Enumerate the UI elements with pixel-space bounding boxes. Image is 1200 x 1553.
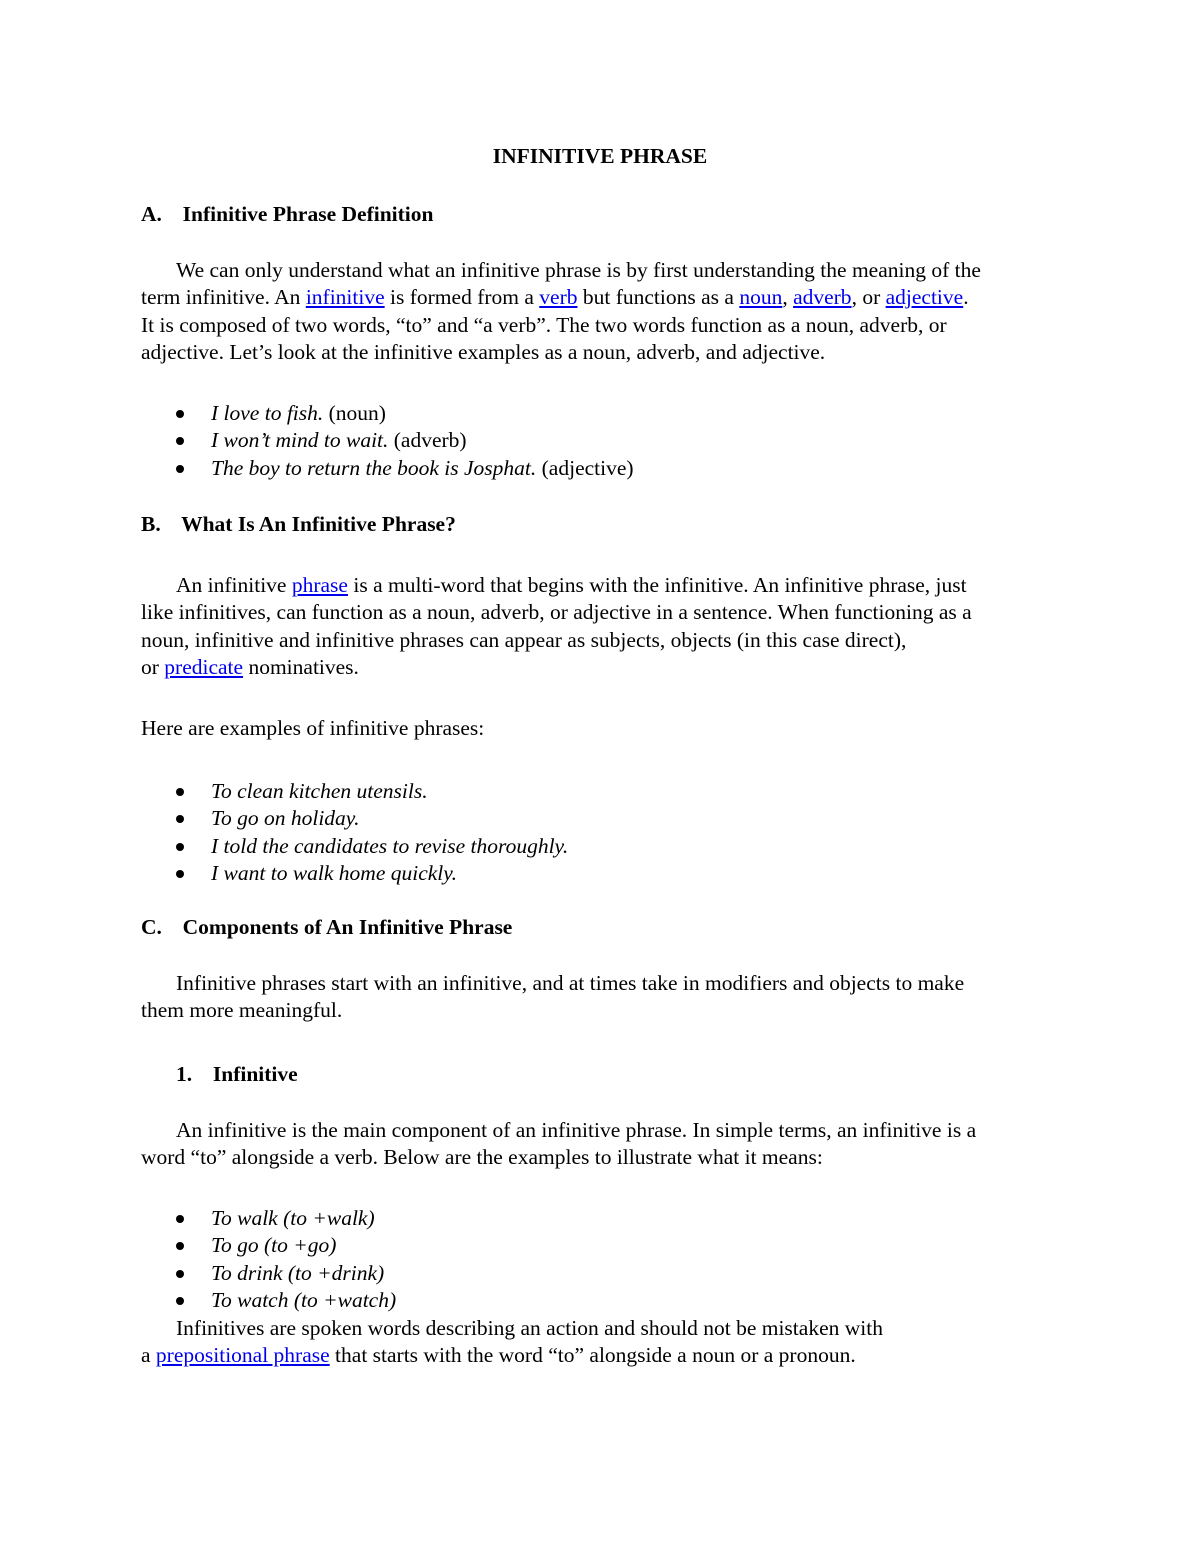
- paragraph-line: [141, 257, 1071, 284]
- paragraph-text: that starts with the word “to” alongside a noun or a pronoun.: [329, 1343, 856, 1368]
- bullet-icon: [176, 437, 184, 445]
- paragraph-text: is formed from a: [384, 285, 540, 310]
- example-sentence: To go (to +go): [211, 1233, 337, 1258]
- paragraph-text: , or: [851, 285, 886, 310]
- paragraph-line: [141, 1315, 1071, 1342]
- example-sentence: I love to fish.: [211, 401, 324, 425]
- prepositional-phrase-link[interactable]: prepositional phrase: [155, 1343, 330, 1368]
- verb-link[interactable]: verb: [539, 285, 578, 310]
- example-type: (noun): [323, 401, 386, 425]
- section-c-paragraph: [141, 970, 1071, 1025]
- example-sentence: I won’t mind to wait.: [211, 428, 389, 453]
- list-item: [141, 400, 1071, 427]
- section-a-heading: [141, 201, 1071, 228]
- section-1-paragraph: [141, 1117, 1071, 1172]
- paragraph-text: Infinitives are spoken words describing an action and should not be mistaken with: [176, 1316, 883, 1340]
- paragraph-line: [141, 970, 1071, 997]
- bullet-icon: [176, 1242, 184, 1250]
- example-sentence: To clean kitchen utensils.: [211, 779, 428, 803]
- list-item: [141, 833, 1071, 860]
- bullet-icon: [176, 410, 184, 418]
- list-item: [141, 427, 1071, 454]
- section-c-letter: C.: [141, 915, 162, 939]
- paragraph-line: noun, infinitive and infinitive phrases can appear as subjects, objects (in this case direct),: [141, 627, 907, 652]
- section-b-paragraph: [141, 572, 1071, 681]
- bullet-icon: [176, 815, 184, 823]
- section-1-title: Infinitive: [212, 1062, 298, 1086]
- paragraph-text: An infinitive is the main component of an infinitive phrase. In simple terms, an infinitive is a: [176, 1118, 977, 1142]
- section-1-number: 1.: [176, 1062, 193, 1086]
- bullet-icon: [176, 1270, 184, 1278]
- bullet-icon: [176, 1215, 184, 1223]
- section-b-heading: [141, 511, 1071, 538]
- bullet-icon: [176, 788, 184, 796]
- section-a-title: Infinitive Phrase Definition: [182, 202, 434, 226]
- paragraph-text: but functions as a: [577, 285, 740, 310]
- section-1-heading: [141, 1061, 1071, 1088]
- paragraph-text: Infinitive phrases start with an infinitive, and at times take in modifiers and objects to make: [176, 971, 965, 995]
- section-c-title: Components of An Infinitive Phrase: [182, 915, 513, 939]
- section-b-examples-intro: Here are examples of infinitive phrases:: [141, 716, 485, 740]
- paragraph-line: word “to” alongside a verb. Below are the examples to illustrate what it means:: [141, 1145, 823, 1170]
- bullet-icon: [176, 843, 184, 851]
- noun-link[interactable]: noun: [739, 285, 783, 310]
- list-item: [141, 860, 1071, 887]
- paragraph-text: term infinitive. An: [141, 285, 306, 310]
- paragraph-text: or: [141, 654, 165, 679]
- phrase-link[interactable]: phrase: [291, 573, 348, 597]
- list-item: [141, 1260, 1071, 1287]
- example-sentence: To go on holiday.: [211, 806, 360, 831]
- list-item: [141, 455, 1071, 482]
- paragraph-text: is a multi-word that begins with the infinitive. An infinitive phrase, just: [347, 573, 967, 597]
- adjective-link[interactable]: adjective: [885, 285, 964, 310]
- section-1-closing-paragraph: [141, 1315, 1071, 1370]
- infinitive-link[interactable]: infinitive: [305, 285, 385, 310]
- paragraph-line: [141, 572, 1071, 599]
- paragraph-line: adjective. Let’s look at the infinitive examples as a noun, adverb, and adjective.: [141, 339, 826, 364]
- list-item: [141, 778, 1071, 805]
- paragraph-line: [141, 1117, 1071, 1144]
- section-a-letter: A.: [141, 202, 162, 226]
- list-item: [141, 1287, 1071, 1314]
- predicate-link[interactable]: predicate: [164, 654, 244, 679]
- section-b-title: What Is An Infinitive Phrase?: [181, 512, 456, 536]
- adverb-link[interactable]: adverb: [793, 285, 852, 310]
- paragraph-text: We can only understand what an infinitive phrase is by first understanding the meaning of the: [176, 258, 981, 282]
- paragraph-text: a: [141, 1343, 156, 1368]
- paragraph-text: An infinitive: [176, 573, 292, 597]
- paragraph-text: ,: [782, 285, 794, 310]
- section-b-examples: [141, 778, 1071, 887]
- example-sentence: To walk (to +walk): [211, 1206, 375, 1230]
- paragraph-line: like infinitives, can function as a noun, adverb, or adjective in a sentence. When functioning as a: [141, 600, 972, 625]
- example-sentence: I told the candidates to revise thoroughly.: [211, 833, 569, 858]
- paragraph-line: It is composed of two words, “to” and “a verb”. The two words function as a noun, adverb, or: [141, 312, 947, 337]
- paragraph-text: .: [963, 285, 969, 310]
- paragraph-line: [141, 1342, 1071, 1369]
- section-b-letter: B.: [141, 512, 161, 536]
- section-1-examples: [141, 1205, 1071, 1314]
- section-a-examples: [141, 400, 1071, 482]
- paragraph-text: nominatives.: [243, 654, 359, 679]
- list-item: [141, 1232, 1071, 1259]
- example-sentence: To watch (to +watch): [211, 1287, 397, 1312]
- bullet-icon: [176, 1297, 184, 1305]
- list-item: [141, 1205, 1071, 1232]
- paragraph-line: [141, 654, 1071, 681]
- example-sentence: The boy to return the book is Josphat.: [211, 455, 537, 480]
- bullet-icon: [176, 465, 184, 473]
- example-type: (adverb): [388, 428, 467, 453]
- section-c-heading: [141, 914, 1071, 941]
- bullet-icon: [176, 870, 184, 878]
- list-item: [141, 805, 1071, 832]
- paragraph-line: [141, 284, 1071, 311]
- paragraph-line: them more meaningful.: [141, 998, 343, 1023]
- example-sentence: I want to walk home quickly.: [211, 860, 458, 885]
- section-a-paragraph: [141, 257, 1071, 366]
- document-title: INFINITIVE PHRASE: [492, 144, 708, 168]
- example-sentence: To drink (to +drink): [211, 1260, 385, 1285]
- example-type: (adjective): [536, 455, 634, 480]
